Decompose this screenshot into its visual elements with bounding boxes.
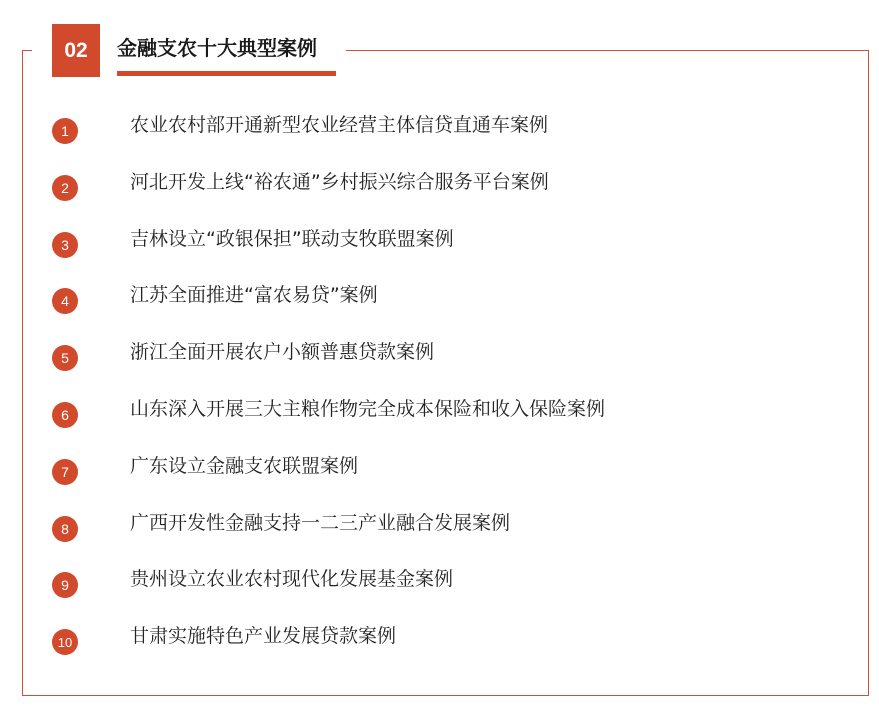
case-title: 吉林设立“政银保担”联动支牧联盟案例 <box>130 227 454 250</box>
case-list <box>52 110 842 678</box>
case-number-badge: 4 <box>52 288 78 314</box>
case-title: 广东设立金融支农联盟案例 <box>130 454 359 477</box>
case-title: 贵州设立农业农村现代化发展基金案例 <box>130 568 454 591</box>
case-number-badge: 8 <box>52 516 78 542</box>
case-number-badge: 6 <box>52 402 78 428</box>
list-item <box>52 110 842 167</box>
list-item <box>52 564 842 621</box>
case-title: 河北开发上线“裕农通”乡村振兴综合服务平台案例 <box>130 170 549 193</box>
case-title: 浙江全面开展农户小额普惠贷款案例 <box>130 341 435 364</box>
case-title: 江苏全面推进“富农易贷”案例 <box>130 284 378 307</box>
case-number-badge: 2 <box>52 175 78 201</box>
list-item <box>52 337 842 394</box>
list-item <box>52 224 842 281</box>
list-item <box>52 280 842 337</box>
list-item <box>52 508 842 565</box>
case-number-badge: 1 <box>52 118 78 144</box>
list-item <box>52 167 842 224</box>
case-number-badge: 5 <box>52 345 78 371</box>
case-number-badge: 3 <box>52 232 78 258</box>
case-title: 山东深入开展三大主粮作物完全成本保险和收入保险案例 <box>130 397 606 420</box>
case-number-badge: 7 <box>52 459 78 485</box>
section-title: 金融支农十大典型案例 <box>117 36 317 60</box>
case-number-badge: 10 <box>52 629 78 655</box>
list-item <box>52 621 842 678</box>
list-item <box>52 394 842 451</box>
case-title: 甘肃实施特色产业发展贷款案例 <box>130 625 397 648</box>
list-item <box>52 451 842 508</box>
case-title: 广西开发性金融支持一二三产业融合发展案例 <box>130 511 511 534</box>
section-number-badge: 02 <box>52 24 100 77</box>
title-underline <box>117 71 336 76</box>
case-number-badge: 9 <box>52 572 78 598</box>
case-title: 农业农村部开通新型农业经营主体信贷直通车案例 <box>130 114 549 136</box>
